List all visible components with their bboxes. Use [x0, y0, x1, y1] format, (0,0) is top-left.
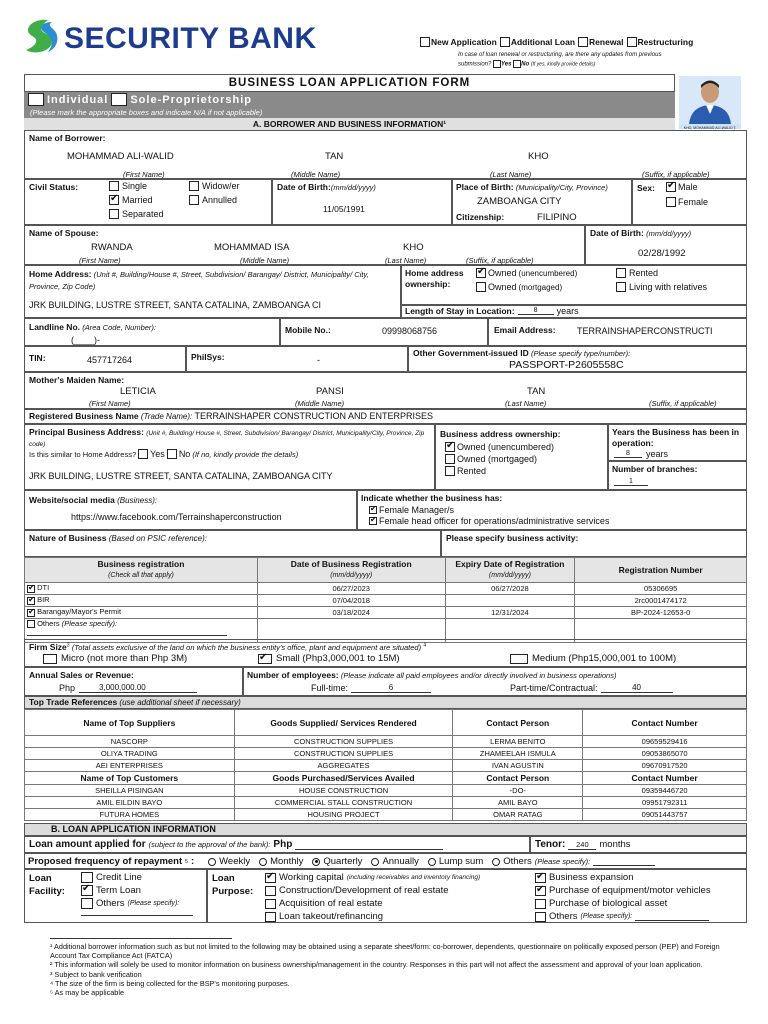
borrower-dob[interactable]: 11/05/1991 — [323, 204, 365, 214]
female-checkbox[interactable] — [666, 197, 676, 207]
mobile-section: Mobile No.: 09998068756 — [280, 318, 488, 346]
email-value[interactable]: TERRAINSHAPERCONSTRUCTI — [577, 326, 713, 336]
branches-value[interactable]: 1 — [614, 478, 648, 486]
mother-first-name[interactable]: LETICIA — [120, 386, 156, 397]
home-address-value[interactable]: JRK BUILDING, LUSTRE STREET, SANTA CATALINA, ZAMBOANGA CI — [29, 300, 322, 310]
home-address-section: Home Address: (Unit #, Building/House #, Street, Subdivision/ Barangay/ District, Municipality/ City, Province, Zip Code) JRK BUILDING, LUSTRE STREET, SANTA CATALINA, ZAMBOANGA CI — [24, 265, 401, 318]
customers-header-row: Name of Top Customers Goods Purchased/Services Availed Contact Person Contact Number — [25, 772, 747, 785]
monthly-radio[interactable] — [259, 858, 267, 866]
form-instructions: (Please mark the appropriate boxes and indicate N/A if not applicable) — [30, 108, 263, 117]
email-section: Email Address: TERRAINSHAPERCONSTRUCTI — [488, 318, 747, 346]
section-a-header: A. BORROWER AND BUSINESS INFORMATION¹ — [24, 118, 675, 130]
footnote-divider — [50, 938, 232, 939]
bir-checkbox[interactable] — [27, 597, 35, 605]
working-capital-checkbox[interactable] — [265, 873, 276, 883]
table-row: Others (Please specify): — [25, 618, 747, 642]
business-address-value[interactable]: JRK BUILDING, LUSTRE STREET, SANTA CATALINA, ZAMBOANGA CITY — [29, 471, 333, 481]
equipment-purchase-checkbox[interactable] — [535, 886, 546, 896]
footnote-2: ² This information will solely be used to monitor information on business ownership/management in the country. Responses in this part will not affect the assessment and approval of your loan application. — [50, 960, 703, 970]
dob-section: Date of Birth:(mm/dd/yyyy) 11/05/1991 — [272, 179, 452, 225]
years-operation-value[interactable]: 8 — [614, 450, 642, 458]
trade-references-header: Top Trade References (use additional sheet if necessary) — [24, 696, 747, 709]
landline-section: Landline No. (Area Code, Number): (____)- — [24, 318, 280, 346]
bank-logo — [18, 16, 338, 60]
civil-status-section: Civil Status: Single ✔ Married Separated Widow/er Annulled — [24, 179, 272, 225]
biological-asset-checkbox[interactable] — [535, 899, 546, 909]
length-of-stay-section: Length of Stay in Location: 8 years — [401, 305, 747, 318]
purpose-others-input[interactable] — [635, 912, 709, 921]
tenor-section: Tenor: 240 months — [530, 836, 747, 853]
others-frequency-radio[interactable] — [492, 858, 500, 866]
annulled-checkbox[interactable] — [189, 195, 199, 205]
tenor-value[interactable]: 240 — [568, 840, 596, 850]
single-checkbox[interactable] — [109, 181, 119, 191]
business-owned-mortgaged-checkbox[interactable] — [445, 454, 455, 464]
dti-checkbox[interactable] — [27, 585, 35, 593]
loan-facility-section: Loan Facility: Credit Line ✔ Term Loan Others (Please specify): — [24, 869, 207, 923]
spouse-first-name[interactable]: RWANDA — [91, 242, 133, 253]
others-facility-checkbox[interactable] — [81, 898, 93, 909]
loan-amount-input[interactable] — [295, 840, 443, 850]
loan-purpose-section: Loan Purpose: ✔ Working capital (including receivables and inventory financing) Construction/Development of real estate Acquisition of real estate Loan takeout/refinancing ✔ Business expansion ✔ Purchase of equipment/motor vehicles Purchase of biological asset Others (Please specify): — [207, 869, 747, 923]
nature-of-business-section: Nature of Business (Based on PSIC reference): — [24, 530, 441, 557]
website-section: Website/social media (Business): https://www.facebook.com/Terrainshaperconstruction — [24, 490, 357, 530]
others-registration-checkbox[interactable] — [27, 620, 35, 628]
registered-business-name-value[interactable]: TERRAINSHAPER CONSTRUCTION AND ENTERPRISES — [194, 411, 434, 421]
loan-takeout-checkbox[interactable] — [265, 912, 276, 922]
credit-line-checkbox[interactable] — [81, 872, 93, 883]
years-operation-section: Years the Business has been in operation: 8 years — [608, 424, 747, 461]
renewal-no-checkbox[interactable] — [513, 60, 521, 68]
length-of-stay-value[interactable]: 8 — [518, 307, 554, 315]
business-address-section: Principal Business Address: (Unit #, Building/ House #, Street, Subdivision/ Barangay/ District, Municipality/City, Province, Zip code) Is this similar to Home Address? Yes No (If no, kindly provide the details) JRK BUILDING, LUSTRE STREET, SANTA CATALINA, ZAMBOANGA CITY — [24, 424, 435, 490]
table-row: AMIL EILDIN BAYO COMMERCIAL STALL CONSTRUCTION AMIL BAYO 09951792311 — [25, 797, 747, 809]
construction-checkbox[interactable] — [265, 886, 276, 896]
mother-maiden-name-section: Mother's Maiden Name: LETICIA PANSI TAN (First Name) (Middle Name) (Last Name) (Suffix, if applicable) — [24, 372, 747, 409]
landline-value[interactable]: (____)- — [71, 335, 101, 345]
renewal-yes-checkbox[interactable] — [493, 60, 501, 68]
renewal-checkbox[interactable] — [578, 37, 588, 47]
form-title-box — [24, 74, 675, 92]
frequency-others-input[interactable] — [593, 857, 655, 866]
bank-name: SECURITY BANK — [64, 22, 317, 55]
website-value[interactable]: https://www.facebook.com/Terrainshaperconstruction — [71, 512, 282, 522]
lump-sum-radio[interactable] — [428, 858, 436, 866]
annually-radio[interactable] — [371, 858, 379, 866]
registration-header-row: Business registration Date of Business Registration Expiry Date of Registration Registration Number — [25, 558, 747, 571]
business-ownership-section: Business address ownership: ✔ Owned (unencumbered) Owned (mortgaged) Rented — [435, 424, 608, 490]
facility-others-input[interactable] — [81, 915, 193, 916]
business-activity-section: Please specify business activity: — [441, 530, 747, 557]
sole-proprietorship-label: Sole-Proprietorship — [130, 93, 253, 106]
philsys-value[interactable]: - — [317, 355, 320, 365]
trade-references-table — [24, 709, 747, 821]
borrower-middle-name[interactable]: TAN — [325, 151, 344, 162]
new-application-checkbox[interactable] — [420, 37, 430, 47]
borrower-citizenship[interactable]: FILIPINO — [537, 212, 577, 223]
table-row: NASCORP CONSTRUCTION SUPPLIES LERMA BENITO 09659529416 — [25, 736, 747, 748]
table-row: ✔ DTI 06/27/2023 06/27/2028 05306695 — [25, 582, 747, 594]
tin-section: TIN: 457717264 — [24, 346, 186, 372]
medium-checkbox[interactable] — [510, 654, 528, 664]
bank-logo-icon — [18, 16, 62, 60]
spouse-last-name[interactable]: KHO — [403, 242, 424, 253]
employees-section: Number of employees: (Please indicate all paid employees and/or directly involved in business operations) Full-time: 6 Part-time/Contractual: 40 — [243, 667, 747, 696]
tin-value[interactable]: 457717264 — [87, 355, 133, 365]
quarterly-radio[interactable] — [312, 858, 320, 866]
table-row: ✔ Barangay/Mayor's Permit 03/18/2024 12/31/2024 BP-2024-12653-0 — [25, 606, 747, 618]
female-manager-checkbox[interactable] — [369, 506, 377, 514]
individual-checkbox[interactable] — [28, 93, 44, 106]
footnote-3: ³ Subject to bank verification — [50, 969, 142, 979]
suppliers-header-row: Name of Top Suppliers Goods Supplied/ Services Rendered Contact Person Contact Number — [25, 710, 747, 736]
borrower-name-section: Name of Borrower: MOHAMMAD ALI-WALID TAN KHO (First Name) (Middle Name) (Last Name) (Suffix, if applicable) — [24, 130, 747, 179]
firm-size-section: Firm Size$^3$ (Total assets exclusive of the land on which the business entity's office, plant and equipment are situated) $^4$ Micro (not more than Php 3M) ✔ Small (Php3,000,001 to 15M) Medium (Php15,000,001 to 100M) — [24, 639, 747, 667]
business-has-section: Indicate whether the business has: ✔ Female Manager/s ✔ Female head officer for operations/administrative services — [357, 490, 747, 530]
spouse-section: Name of Spouse: RWANDA MOHAMMAD ISA KHO (First Name) (Middle Name) (Last Name) (Suffix, if applicable) — [24, 225, 585, 265]
renewal-note: In case of loan renewal or restructuring, are there any updates from previous submission? Yes No (If yes, kindly provide details) — [458, 52, 662, 68]
footnote-5: ⁵ As may be applicable — [50, 988, 125, 998]
borrower-last-name[interactable]: KHO — [528, 151, 549, 162]
registration-table: Business registration Date of Business Registration Expiry Date of Registration Registration Number (Check all that apply) (mm/dd/yyyy) (mm/dd/yyyy) ✔ DTI 06/27/2023 06/27/2028 05306695 ✔ BIR 07/04/2018 2rc0001474172 ✔ Barangay/Mayor's Permit 03/18/2024 12/31/2024 BP-2024-12653-0 Others (Please specify): — [24, 557, 747, 643]
registered-business-name-section: Registered Business Name (Trade Name): TERRAINSHAPER CONSTRUCTION AND ENTERPRISES — [24, 409, 747, 424]
application-type-options: New Application Additional Loan Renewal Restructuring — [420, 37, 693, 47]
philsys-section: PhilSys: - — [186, 346, 408, 372]
spouse-dob[interactable]: 02/28/1992 — [638, 248, 686, 259]
form-title: BUSINESS LOAN APPLICATION FORM — [228, 77, 471, 89]
table-row: OLIYA TRADING CONSTRUCTION SUPPLIES ZHAMEELAH ISMULA 09053865070 — [25, 748, 747, 760]
business-expansion-checkbox[interactable] — [535, 873, 546, 883]
table-row: SHEILLA PISINGAN HOUSE CONSTRUCTION -DO- 09359446720 — [25, 785, 747, 797]
mother-last-name[interactable]: TAN — [527, 386, 546, 397]
borrower-first-name[interactable]: MOHAMMAD ALI-WALID — [67, 151, 174, 162]
loan-amount-section: Loan amount applied for (subject to the approval of the bank): Php — [24, 836, 530, 853]
additional-loan-checkbox[interactable] — [500, 37, 510, 47]
weekly-radio[interactable] — [208, 858, 216, 866]
home-owned-mortgaged-checkbox[interactable] — [476, 282, 486, 292]
others-purpose-checkbox[interactable] — [535, 912, 546, 922]
footnote-4: ⁴ The size of the firm is being collected for the BSP's monitoring purposes. — [50, 978, 290, 988]
pob-section: Place of Birth: (Municipality/City, Province) ZAMBOANGA CITY Citizenship: FILIPINO — [452, 179, 632, 225]
table-row: ✔ BIR 07/04/2018 2rc0001474172 — [25, 594, 747, 606]
small-checkbox[interactable] — [258, 654, 272, 664]
person-photo-icon — [679, 76, 741, 124]
applicant-photo — [679, 76, 741, 129]
home-ownership-section: Home address ownership: ✔ Owned (unencumbered) Owned (mortgaged) Rented Living with relatives — [401, 265, 747, 305]
table-row: AEI ENTERPRISES AGGREGATES IVAN AGUSTIN 09670917520 — [25, 760, 747, 772]
married-checkbox[interactable] — [109, 195, 119, 205]
borrower-pob[interactable]: ZAMBOANGA CITY — [477, 196, 562, 207]
annual-sales-section: Annual Sales or Revenue: Php 3,000,000.00 — [24, 667, 243, 696]
widow-checkbox[interactable] — [189, 181, 199, 191]
spouse-middle-name[interactable]: MOHAMMAD ISA — [214, 242, 290, 253]
annual-sales-value[interactable]: 3,000,000.00 — [79, 683, 197, 693]
separated-checkbox[interactable] — [109, 209, 119, 219]
mobile-value[interactable]: 09998068756 — [382, 326, 438, 336]
table-row: FUTURA HOMES HOUSING PROJECT OMAR RATAG 09051443757 — [25, 809, 747, 821]
home-rented-checkbox[interactable] — [616, 268, 626, 278]
repayment-frequency-section: Proposed frequency of repayment 5 : Weekly Monthly Quarterly Annually Lump sum Others (Please specify): — [24, 853, 747, 869]
fulltime-value[interactable]: 6 — [351, 683, 431, 693]
gov-id-section: Other Government-issued ID (Please specify type/number): PASSPORT-P2605558C — [408, 346, 747, 372]
home-living-with-relatives-checkbox[interactable] — [616, 282, 626, 292]
term-loan-checkbox[interactable] — [81, 885, 93, 896]
restructuring-checkbox[interactable] — [627, 37, 637, 47]
section-b-header: B. LOAN APPLICATION INFORMATION — [24, 823, 747, 836]
acquisition-checkbox[interactable] — [265, 899, 276, 909]
spouse-dob-section: Date of Birth: (mm/dd/yyyy) 02/28/1992 — [585, 225, 747, 265]
business-owned-unencumbered-checkbox[interactable] — [445, 442, 455, 452]
individual-label: Individual — [47, 93, 109, 106]
footnotes — [50, 942, 740, 997]
gov-id-value[interactable]: PASSPORT-P2605558C — [509, 359, 624, 371]
micro-checkbox[interactable] — [43, 654, 57, 664]
home-owned-unencumbered-checkbox[interactable] — [476, 268, 486, 278]
footnote-1: ¹ Additional borrower information such as but not limited to the following may be obtained using a separate sheet/form: co-borrower, dependents, questionnaire on politically exposed person (PEP) and Foreign Account Tax Compliance Act (FATCA) — [50, 942, 720, 961]
mother-middle-name[interactable]: PANSI — [316, 386, 344, 397]
branches-section: Number of branches: 1 — [608, 461, 747, 490]
parttime-value[interactable]: 40 — [601, 683, 673, 693]
business-rented-checkbox[interactable] — [445, 466, 455, 476]
applicant-type-bar — [24, 92, 675, 118]
barangay-permit-checkbox[interactable] — [27, 609, 35, 617]
similar-address-yes-checkbox[interactable] — [138, 449, 148, 459]
sex-section: Sex: ✔ Male Female — [632, 179, 747, 225]
similar-address-no-checkbox[interactable] — [167, 449, 177, 459]
photo-caption: KHO, MOHAMMAD ALI-WALID T. — [683, 126, 737, 130]
sole-proprietorship-checkbox[interactable] — [111, 93, 127, 106]
male-checkbox[interactable] — [666, 182, 676, 192]
female-head-officer-checkbox[interactable] — [369, 517, 377, 525]
